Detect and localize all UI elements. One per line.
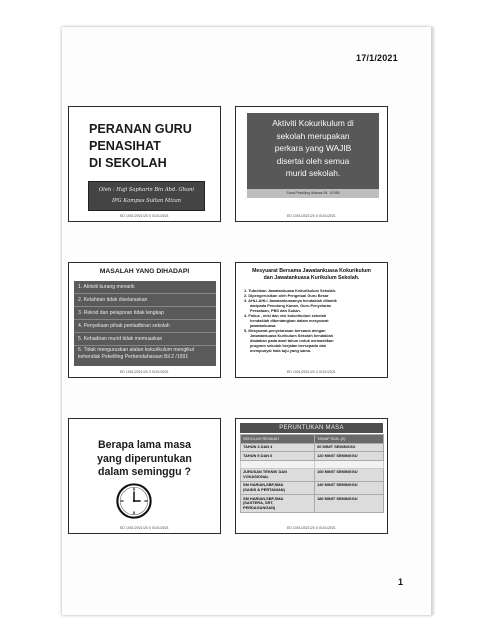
list-item: 3. AHLI-AHLI Jawatankuasanya hendaklah dilantik daripada Penolong Kanan, Guru Penyelaras Persatuan, PBS dan Sukan.: [244, 298, 337, 313]
divider: [74, 332, 216, 333]
problem-list: [74, 281, 216, 366]
table-cell: 120 MINIT SEMINGGU: [315, 452, 384, 461]
slide-footer: ED 1001/2021/20 0 0101/2021: [120, 214, 169, 218]
list-item: 2. Dipengerusikan oleh Pengetua/ Guru Besar: [244, 293, 329, 298]
clock-icon: [115, 482, 153, 520]
table-spacer-row: [241, 460, 384, 468]
statement-text: Aktiviti Kokurikulum di sekolah merupakan perkara yang WAJIB disertai oleh semua murid sekolah.: [272, 118, 354, 179]
slide-footer: ED 1001/2021/20 0 0101/2021: [287, 214, 336, 218]
divider: [74, 345, 216, 346]
table-cell: TAHUN 5 DAN 6: [241, 452, 315, 461]
slide-title-peranan-guru: [68, 106, 221, 222]
question-text: Berapa lama masa yang diperuntukan dalam seminggu ?: [97, 439, 192, 478]
slide-heading: Mesyuarat Bersama Jawatankuasa Kokurikulum dan Jawatankuasa Kurikulum Sekolah.: [252, 268, 371, 281]
table-cell: JURUSAN TEKNIK DAN VOKASIONAL: [241, 468, 315, 481]
table-header-row: [241, 435, 384, 444]
table-cell: SM HARIAN,SBP,SMA (SAINS & PERTANIAN): [241, 481, 315, 494]
slide-title: PERANAN GURU PENASIHAT DI SEKOLAH: [89, 122, 192, 170]
table-row: [241, 495, 384, 513]
table-cell: SM HARIAN,SBP,SMA (SASTERA, SRT, PERDAGANGAN): [241, 495, 315, 513]
list-item: 3. Rekod dan pelaporan tidak lengkap: [78, 310, 164, 316]
meeting-steps-list: [244, 288, 382, 353]
slide-heading: MASALAH YANG DIHADAPI: [99, 268, 190, 275]
table-cell: 60 MINIT SEMINGGU: [315, 443, 384, 452]
author-text: Oleh : Haji Sapharin Bin Abd. Ghani IPG Kampus Sultan Mizan: [98, 187, 195, 204]
divider: [74, 319, 216, 320]
table-cell: 140 MINIT SEMINGGU: [315, 481, 384, 494]
table-row: [241, 443, 384, 452]
list-item: 1. Aktiviti kurang menarik: [78, 284, 135, 290]
table-row: [241, 452, 384, 461]
time-allocation-table: [240, 434, 384, 513]
slide-heading: PERUNTUKAN MASA: [240, 423, 383, 433]
divider: [74, 293, 216, 294]
list-item: 1. Tubuhkan Jawatankuasa Kokurikulum Sekolah.: [244, 288, 337, 293]
table-cell: 180 MINIT SEMINGGU: [315, 495, 384, 513]
slide-footer: ED 1001/2021/20 0 0101/2021: [287, 526, 336, 530]
slide-footer: ED 1001/2021/20 0 0101/2021: [287, 370, 336, 374]
sheet-edge-shadow: [431, 27, 435, 615]
list-item: 5. Kehadiran murid tidak memuaskan: [78, 336, 163, 342]
page-number: 1: [398, 577, 404, 587]
slide-berapa-lama: [68, 418, 221, 534]
table-cell: [315, 460, 384, 468]
slide-peruntukan-masa: [235, 418, 388, 534]
table-cell: 100 MINIT SEMINGGU: [315, 468, 384, 481]
column-header: TAHAP SIJIL (2): [315, 435, 384, 444]
slide-footer: ED 1001/2021/20 0 0101/2021: [120, 370, 169, 374]
list-item: 4. Penyeliaan pihak pentadbiran sekolah: [78, 323, 170, 329]
table-cell: [241, 460, 315, 468]
slide-footer: ED 1001/2021/20 0 0101/2021: [120, 526, 169, 530]
slide-aktiviti-wajib: [235, 106, 388, 222]
statement-box: [247, 113, 379, 189]
slide-masalah: [68, 262, 221, 378]
list-item: 5. Mesyuarat penyelarasan bersama dengan Jawatankuasa Kurikulum Sekolah hendaklah diadakan pada awal tahun untuk memastikan program sekolah berjalan bersepadu dan mempunyai hala tuju yang sama.: [244, 328, 334, 353]
slide-mesyuarat: [235, 262, 388, 378]
table-cell: TAHUN 3 DAN 4: [241, 443, 315, 452]
divider: [74, 306, 216, 307]
list-item: 4. Fokus , misi dan visi kokurikulum sekolah hendaklah dibentangkan dalam mesyuarat jawatankuasa.: [244, 313, 329, 328]
circular-reference: Surat Pekeliling Ikhtisas Bil. 1/1985: [247, 189, 379, 198]
list-item: 6. Tidak menguruskan alatan kokurikulum mengikut kehendak Pekeliling Perbendaharaan Bil.2 /1991: [78, 347, 195, 360]
handwritten-date: 17/1/2021: [356, 53, 398, 63]
column-header: SEKOLAH RENDAH: [241, 435, 315, 444]
table-row: [241, 481, 384, 494]
author-banner: [88, 181, 205, 211]
table-row: [241, 468, 384, 481]
list-item: 2. Kelahiran tidak diselaraskan: [78, 297, 148, 303]
